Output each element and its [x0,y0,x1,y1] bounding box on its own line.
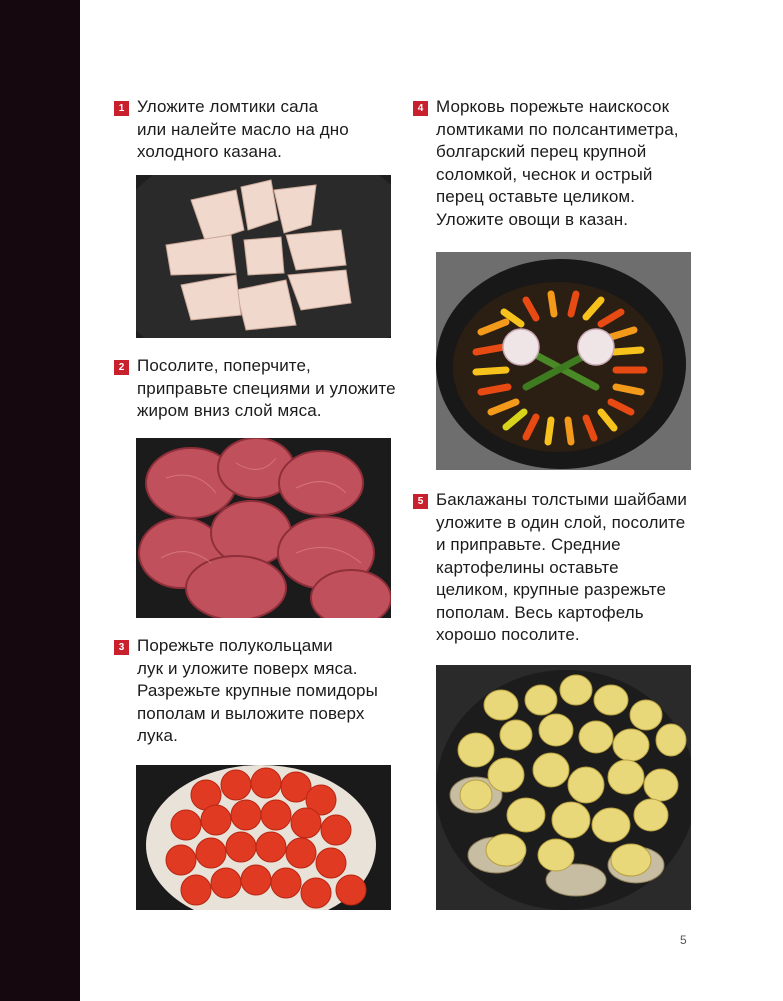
step-number-badge: 3 [114,640,129,655]
step-3-text [137,635,378,748]
step-number-badge: 2 [114,360,129,375]
step-text-line: перец оставьте целиком. [436,187,636,206]
step-text-line: Порежьте полукольцами [137,636,333,655]
step-4-text [436,96,679,231]
step-1-text [137,96,349,164]
step-5-photo-potatoes-eggplant [436,665,691,910]
step-text-line: Разрежьте крупные помидоры [137,681,378,700]
step-text-line: Посолите, поперчите, [137,356,311,375]
step-text-line: Морковь порежьте наискосок [436,97,670,116]
step-number-badge: 4 [413,101,428,116]
step-number-badge: 1 [114,101,129,116]
step-text-line: Уложите ломтики сала [137,97,319,116]
step-text-line: холодного казана. [137,142,282,161]
step-1-photo-lard-in-kazan [136,175,391,338]
step-text-line: ломтиками по полсантиметра, [436,119,679,139]
step-text-line: соломкой, чеснок и острый [436,164,653,184]
step-number-badge: 5 [413,494,428,509]
step-3-photo-tomatoes-onion [136,765,391,910]
step-text-line: целиком, крупные разрежьте [436,580,667,599]
step-text-line: картофелины оставьте [436,557,619,577]
step-text-line: болгарский перец крупной [436,142,647,161]
page-number: 5 [680,933,687,947]
step-text-line: лука. [137,726,178,745]
book-spine [0,0,80,1001]
step-text-line: Уложите овощи в казан. [436,209,629,229]
step-text-line: пополам. Весь картофель [436,602,644,622]
step-2-photo-meat-slices [136,438,391,618]
step-text-line: пополам и выложите поверх [137,703,365,723]
step-text-line: хорошо посолите. [436,625,580,644]
step-text-line: приправьте специями и уложите [137,378,396,398]
step-text-line: жиром вниз слой мяса. [137,401,322,420]
step-5-text [436,489,687,647]
step-text-line: Баклажаны толстыми шайбами [436,490,687,509]
step-4-photo-peppers-carrot-garlic [436,252,691,470]
step-text-line: и приправьте. Средние [436,535,621,554]
step-text-line: лук и уложите поверх мяса. [137,658,358,678]
step-text-line: уложите в один слой, посолите [436,512,686,532]
step-text-line: или налейте масло на дно [137,119,349,139]
step-2-text [137,355,396,423]
